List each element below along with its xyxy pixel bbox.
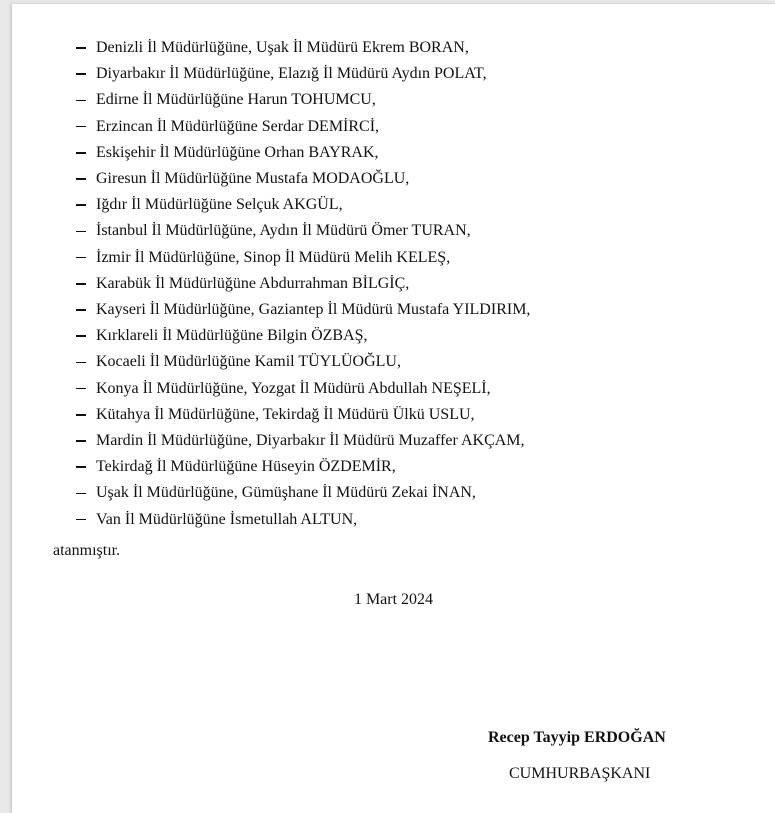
dash-bullet xyxy=(76,519,86,521)
list-item-text: Kocaeli İl Müdürlüğüne Kamil TÜYLÜOĞLU, xyxy=(96,353,401,371)
list-item-text: Diyarbakır İl Müdürlüğüne, Elazığ İl Müdürü Aydın POLAT, xyxy=(96,65,487,83)
list-item xyxy=(76,90,376,110)
list-item xyxy=(76,64,487,84)
list-item-text: Kayseri İl Müdürlüğüne, Gaziantep İl Müdürü Mustafa YILDIRIM, xyxy=(96,301,531,318)
list-item xyxy=(76,195,343,215)
list-item-text: Van İl Müdürlüğüne İsmetullah ALTUN, xyxy=(96,510,358,528)
list-item xyxy=(76,483,476,503)
dash-bullet xyxy=(76,388,86,390)
dash-bullet xyxy=(76,440,86,442)
closing-text: atanmıştır. xyxy=(53,542,121,559)
list-item xyxy=(76,457,396,477)
list-item xyxy=(76,405,475,425)
list-item-text: Kırklareli İl Müdürlüğüne Bilgin ÖZBAŞ, xyxy=(96,327,368,345)
list-item xyxy=(76,274,409,294)
dash-bullet xyxy=(76,493,86,495)
list-item-text: Erzincan İl Müdürlüğüne Serdar DEMİRCİ, xyxy=(96,117,380,135)
list-item xyxy=(76,248,450,268)
list-item-text: Karabük İl Müdürlüğüne Abdurrahman BİLGİÇ, xyxy=(96,274,410,292)
list-item-text: Edirne İl Müdürlüğüne Harun TOHUMCU, xyxy=(96,91,376,109)
list-item xyxy=(76,117,379,137)
list-item-text: Eskişehir İl Müdürlüğüne Orhan BAYRAK, xyxy=(96,143,379,161)
document-date xyxy=(12,590,775,610)
dash-bullet xyxy=(76,152,86,154)
dash-bullet xyxy=(76,335,86,337)
signer-name: Recep Tayyip ERDOĞAN xyxy=(488,729,666,746)
dash-bullet xyxy=(76,100,86,102)
list-item-text: Konya İl Müdürlüğüne, Yozgat İl Müdürü Abdullah NEŞELİ, xyxy=(96,379,491,397)
dash-bullet xyxy=(76,204,86,206)
list-item-text: İzmir İl Müdürlüğüne, Sinop İl Müdürü Melih KELEŞ, xyxy=(96,248,451,266)
list-item xyxy=(76,352,401,372)
dash-bullet xyxy=(76,283,86,285)
list-item xyxy=(76,221,471,241)
list-item-text: Giresun İl Müdürlüğüne Mustafa MODAOĞLU, xyxy=(96,170,410,187)
list-item xyxy=(76,326,368,346)
list-item xyxy=(76,143,379,163)
dash-bullet xyxy=(76,257,86,259)
list-item xyxy=(76,300,530,320)
dash-bullet xyxy=(76,362,86,364)
list-item-text: Uşak İl Müdürlüğüne, Gümüşhane İl Müdürü Zekai İNAN, xyxy=(96,484,476,502)
list-item-text: Kütahya İl Müdürlüğüne, Tekirdağ İl Müdürü Ülkü USLU, xyxy=(96,405,475,423)
dash-bullet xyxy=(76,73,86,75)
document-page xyxy=(12,4,775,813)
dash-bullet xyxy=(76,466,86,468)
date-text: 1 Mart 2024 xyxy=(353,591,434,608)
dash-bullet xyxy=(76,309,86,311)
signer-title: CUMHURBAŞKANI xyxy=(509,765,651,782)
dash-bullet xyxy=(76,47,86,49)
dash-bullet xyxy=(76,126,86,128)
list-item-text: Mardin İl Müdürlüğüne, Diyarbakır İl Müdürü Muzaffer AKÇAM, xyxy=(96,432,525,449)
list-item xyxy=(76,431,525,451)
dash-bullet xyxy=(76,178,86,180)
list-item xyxy=(76,510,357,530)
list-item xyxy=(76,38,469,58)
list-item-text: Denizli İl Müdürlüğüne, Uşak İl Müdürü Ekrem BORAN, xyxy=(96,39,469,56)
list-item-text: Iğdır İl Müdürlüğüne Selçuk AKGÜL, xyxy=(96,196,343,214)
dash-bullet xyxy=(76,414,86,416)
dash-bullet xyxy=(76,231,86,233)
list-item-text: İstanbul İl Müdürlüğüne, Aydın İl Müdürü Ömer TURAN, xyxy=(96,222,471,240)
list-item xyxy=(76,379,491,399)
list-item-text: Tekirdağ İl Müdürlüğüne Hüseyin ÖZDEMİR, xyxy=(96,458,396,476)
list-item xyxy=(76,169,409,189)
